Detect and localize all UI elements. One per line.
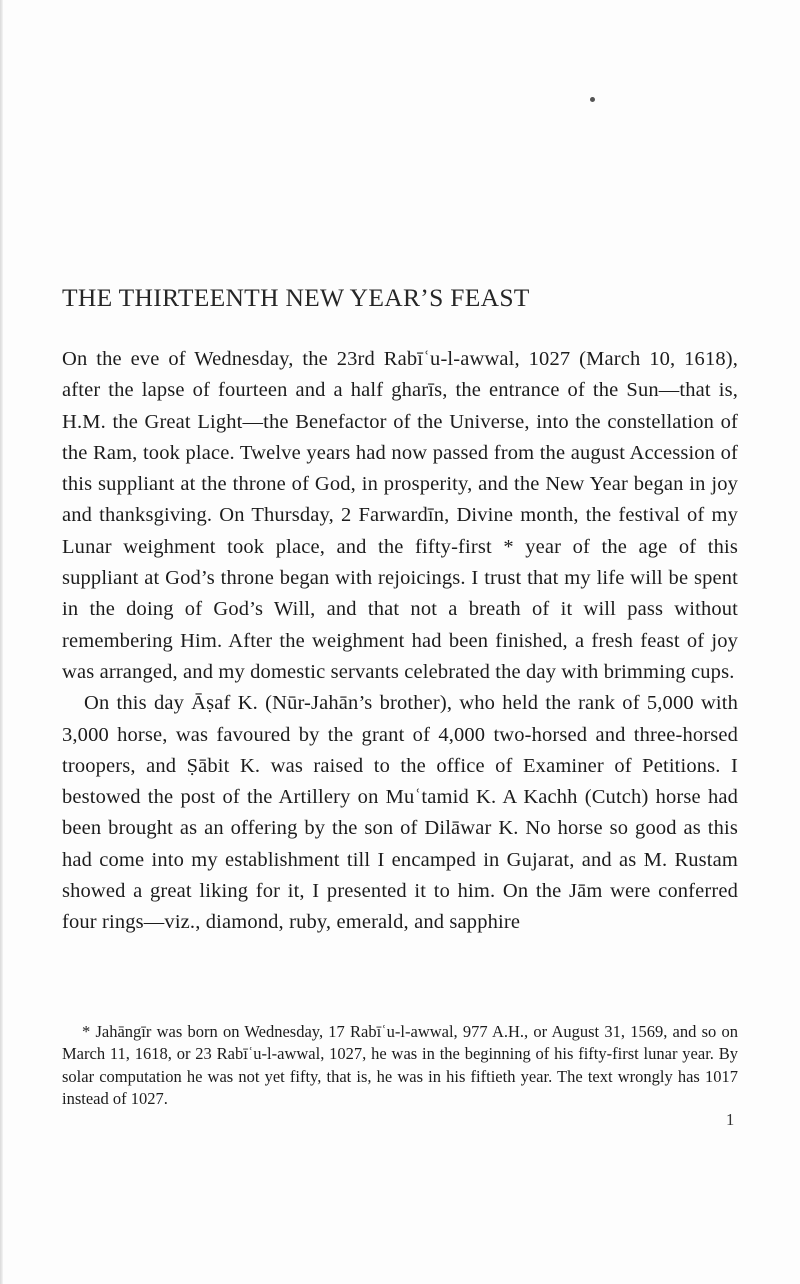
ink-speck <box>590 97 595 102</box>
signature-mark: 1 <box>726 1110 735 1129</box>
paragraph-2: On this day Āṣaf K. (Nūr-Jahān’s brother), who held the rank of 5,000 with 3,000 horse, was favoured by the grant of 4,000 two-horsed and three-horsed troopers, and Ṣābit K. was raised to the office of Examiner of Petitions. I bestowed the post of the Artillery on Muʿtamid K. A Kachh (Cutch) horse had been brought as an offering by the son of Dilāwar K. No horse so good as this had come into my establishment till I encamped in Gujarat, and as M. Rustam showed a great liking for it, I presented it to him. On the Jām were conferred four rings—viz., diamond, ruby, emerald, and sapphire <box>62 692 738 934</box>
footnote <box>62 1021 738 1111</box>
footnote-text: * Jahāngīr was born on Wednesday, 17 Rabīʿu-l-awwal, 977 A.H., or August 31, 1569, and so on March 11, 1618, or 23 Rabīʿu-l-awwal, 1027, he was in the beginning of his fifty-first lunar year. By solar computation he was not yet fifty, that is, he was in his fiftieth year. The text wrongly has 1017 instead of 1027. <box>62 1022 738 1109</box>
page-edge-shadow <box>0 0 3 1284</box>
main-text <box>62 344 738 939</box>
paragraph-1: On the eve of Wednesday, the 23rd Rabīʿu-l-awwal, 1027 (March 10, 1618), after the lapse of fourteen and a half gharīs, the entrance of the Sun—that is, H.M. the Great Light—the Benefactor of the Universe, into the constellation of the Ram, took place. Twelve years had now passed from the august Accession of this suppliant at the throne of God, in prosperity, and the New Year began in joy and thanksgiving. On Thursday, 2 Farwardīn, Divine month, the festival of my Lunar weighment took place, and the fifty-first * year of the age of this suppliant at God’s throne began with rejoicings. I trust that my life will be spent in the doing of God’s Will, and that not a breath of it will pass without remembering Him. After the weighment had been finished, a fresh feast of joy was arranged, and my domestic servants celebrated the day with brimming cups. <box>62 348 738 683</box>
chapter-title: THE THIRTEENTH NEW YEAR’S FEAST <box>62 283 530 312</box>
